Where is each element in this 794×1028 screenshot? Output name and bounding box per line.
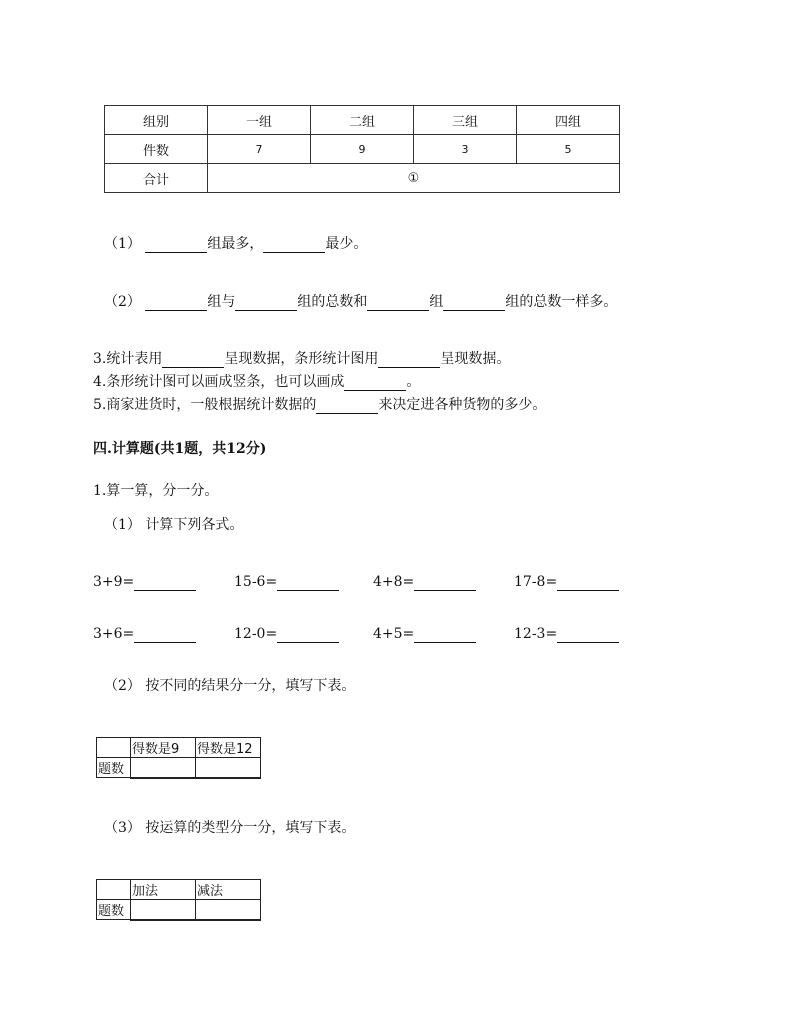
equation xyxy=(234,573,339,591)
question-text: 组 xyxy=(429,294,444,310)
table-row xyxy=(97,900,261,920)
answer-cell[interactable] xyxy=(196,900,261,920)
calc-sub1: （1） 计算下列各式。 xyxy=(104,517,244,533)
question-text: 组的总数一样多。 xyxy=(505,294,618,310)
answer-blank[interactable] xyxy=(145,238,207,253)
table-cell: 3 xyxy=(414,135,517,164)
equation-text: 3+9= xyxy=(93,574,135,590)
question-4 xyxy=(93,373,420,391)
question-3 xyxy=(93,350,510,368)
question-text: 4.条形统计图可以画成竖条，也可以画成 xyxy=(93,374,345,390)
total-answer-cell: ① xyxy=(208,164,620,193)
equation-text: 3+6= xyxy=(93,626,135,642)
question-text: 呈现数据，条形统计图用 xyxy=(224,351,379,367)
equation xyxy=(373,573,476,591)
answer-blank[interactable] xyxy=(316,399,378,414)
equation xyxy=(514,625,619,643)
table-row xyxy=(105,164,620,193)
table-cell: 二组 xyxy=(311,106,414,135)
table-row xyxy=(97,758,261,778)
answer-blank[interactable] xyxy=(344,376,406,391)
question-2 xyxy=(104,293,617,311)
answer-blank[interactable] xyxy=(134,628,196,643)
question-text: 3.统计表用 xyxy=(93,351,163,367)
answer-cell[interactable] xyxy=(196,758,261,778)
answer-cell[interactable] xyxy=(131,758,196,778)
answer-blank[interactable] xyxy=(263,238,325,253)
table-cell xyxy=(97,738,131,758)
answer-blank[interactable] xyxy=(414,576,476,591)
question-text: 5.商家进货时，一般根据统计数据的 xyxy=(93,397,317,413)
calc-sub2: （2） 按不同的结果分一分，填写下表。 xyxy=(104,678,356,694)
equation xyxy=(93,573,196,591)
question-text: 最少。 xyxy=(325,236,368,252)
answer-cell[interactable] xyxy=(131,900,196,920)
question-text: 来决定进各种货物的多少。 xyxy=(378,397,547,413)
calc-intro: 1.算一算，分一分。 xyxy=(93,483,219,499)
table-cell: 得数是12 xyxy=(196,738,261,758)
table-cell: 件数 xyxy=(105,135,208,164)
section-title: 四.计算题(共1题，共12分) xyxy=(93,441,267,457)
answer-blank[interactable] xyxy=(443,296,505,311)
table-cell: 合计 xyxy=(105,164,208,193)
equation-text: 17-8= xyxy=(514,574,558,590)
answer-blank[interactable] xyxy=(414,628,476,643)
answer-blank[interactable] xyxy=(162,353,224,368)
answer-blank[interactable] xyxy=(277,628,339,643)
answer-blank[interactable] xyxy=(367,296,429,311)
answer-blank[interactable] xyxy=(277,576,339,591)
answer-blank[interactable] xyxy=(235,296,297,311)
table-header-row xyxy=(97,880,261,900)
answer-blank[interactable] xyxy=(134,576,196,591)
equation-text: 12-3= xyxy=(514,626,558,642)
equation xyxy=(234,625,339,643)
equation xyxy=(373,625,476,643)
equation-text: 4+5= xyxy=(373,626,415,642)
equation-text: 15-6= xyxy=(234,574,278,590)
table-row xyxy=(105,135,620,164)
equation xyxy=(93,625,196,643)
table-cell: 得数是9 xyxy=(131,738,196,758)
table-cell xyxy=(97,880,131,900)
question-text: 。 xyxy=(406,374,421,390)
question-number: （2） xyxy=(104,294,141,310)
equation-text: 12-0= xyxy=(234,626,278,642)
equation xyxy=(514,573,619,591)
table-cell: 加法 xyxy=(131,880,196,900)
question-text: 组最多， xyxy=(207,236,264,252)
table-cell: 减法 xyxy=(196,880,261,900)
answer-blank[interactable] xyxy=(145,296,207,311)
table-cell: 组别 xyxy=(105,106,208,135)
table-cell: 5 xyxy=(517,135,620,164)
question-5 xyxy=(93,396,546,414)
table-cell: 7 xyxy=(208,135,311,164)
table-header-row xyxy=(105,106,620,135)
operation-table xyxy=(96,879,261,921)
result-table xyxy=(96,737,261,779)
table-cell: 9 xyxy=(311,135,414,164)
question-1 xyxy=(104,235,367,253)
answer-blank[interactable] xyxy=(557,576,619,591)
question-text: 呈现数据。 xyxy=(440,351,511,367)
answer-blank[interactable] xyxy=(557,628,619,643)
table-cell: 一组 xyxy=(208,106,311,135)
question-text: 组的总数和 xyxy=(297,294,368,310)
calc-sub3: （3） 按运算的类型分一分，填写下表。 xyxy=(104,820,356,836)
table-cell: 四组 xyxy=(517,106,620,135)
table-cell: 题数 xyxy=(97,900,131,920)
group-count-table xyxy=(104,105,620,193)
table-cell: 题数 xyxy=(97,758,131,778)
equation-text: 4+8= xyxy=(373,574,415,590)
question-number: （1） xyxy=(104,236,141,252)
answer-blank[interactable] xyxy=(378,353,440,368)
table-cell: 三组 xyxy=(414,106,517,135)
table-header-row xyxy=(97,738,261,758)
question-text: 组与 xyxy=(207,294,236,310)
